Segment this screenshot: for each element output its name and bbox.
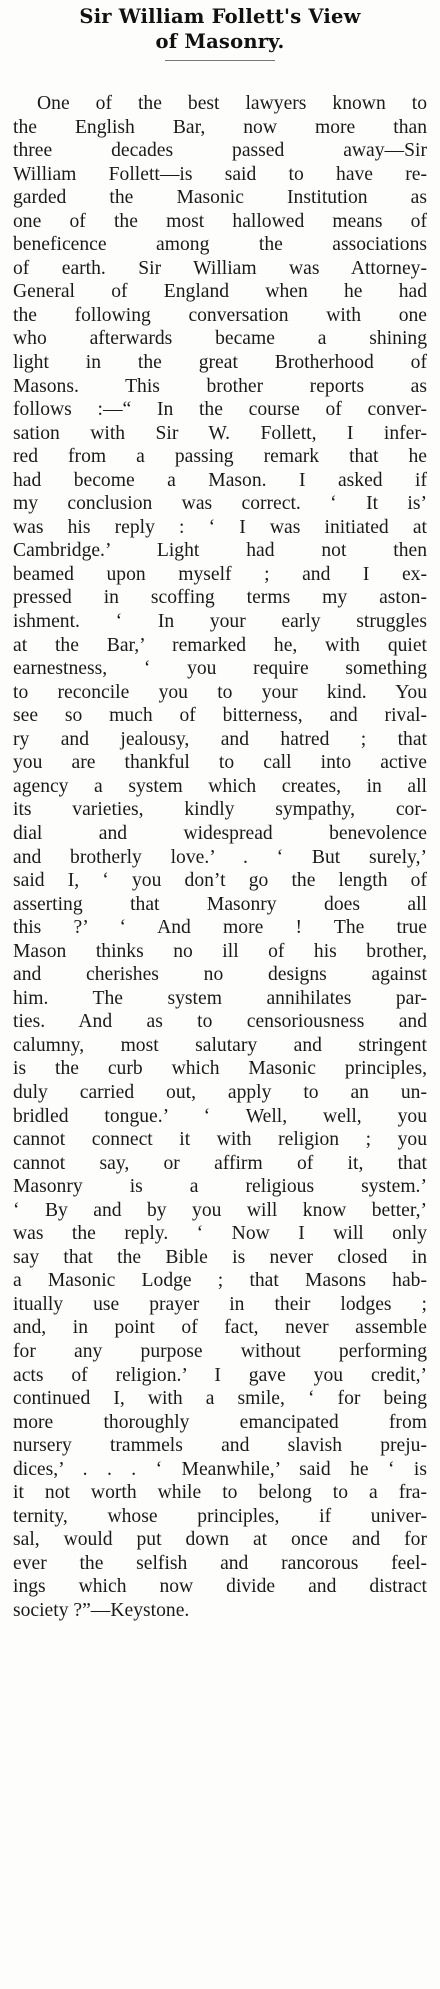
article-line: ry and jealousy, and hatred ; that xyxy=(13,728,427,750)
article-line: ternity, whose principles, if univer- xyxy=(13,1505,427,1527)
article-line: ishment. ‘ In your early struggles xyxy=(13,611,427,633)
article-line: for any purpose without performing xyxy=(13,1340,427,1362)
article-line: continued I, with a smile, ‘ for being xyxy=(13,1388,427,1410)
article-line: more thoroughly emancipated from xyxy=(13,1411,427,1433)
article-line: Masonry is a religious system.’ xyxy=(13,1176,427,1198)
article-line: was his reply : ‘ I was initiated at xyxy=(13,516,427,538)
article-line: ever the selfish and rancorous feel- xyxy=(13,1552,427,1574)
article-line: sation with Sir W. Follett, I infer- xyxy=(13,422,427,444)
article-line: its varieties, kindly sympathy, cor- xyxy=(13,799,427,821)
article-line: earnestness, ‘ you require something xyxy=(13,658,427,680)
article-line: cannot connect it with religion ; you xyxy=(13,1129,427,1151)
article-line: was the reply. ‘ Now I will only xyxy=(13,1223,427,1245)
article-line: him. The system annihilates par- xyxy=(13,987,427,1009)
article-line: nursery trammels and slavish preju- xyxy=(13,1435,427,1457)
article-line: ‘ By and by you will know better,’ xyxy=(13,1199,427,1221)
article-line: to reconcile you to your kind. You xyxy=(13,681,427,703)
article-line: acts of religion.’ I gave you credit,’ xyxy=(13,1364,427,1386)
article-line: duly carried out, apply to an un- xyxy=(13,1081,427,1103)
article-line: beamed upon myself ; and I ex- xyxy=(13,563,427,585)
article-line: asserting that Masonry does all xyxy=(13,893,427,915)
article-line: follows :—“ In the course of conver- xyxy=(13,399,427,421)
headline-divider xyxy=(165,60,275,61)
article-line: garded the Masonic Institution as xyxy=(13,187,427,209)
article-line: calumny, most salutary and stringent xyxy=(13,1034,427,1056)
article-line: agency a system which creates, in all xyxy=(13,775,427,797)
article-line: it not worth while to belong to a fra- xyxy=(13,1482,427,1504)
article-line: sal, would put down at once and for xyxy=(13,1529,427,1551)
article-line: William Follett—is said to have re- xyxy=(13,163,427,185)
article-line: light in the great Brotherhood of xyxy=(13,352,427,374)
article-line: Masons. This brother reports as xyxy=(13,375,427,397)
article-line: at the Bar,’ remarked he, with quiet xyxy=(13,634,427,656)
article-line: society ?”—Keystone. xyxy=(13,1600,190,1621)
article-line: and brotherly love.’ . ‘ But surely,’ xyxy=(13,846,427,868)
article-line: see so much of bitterness, and rival- xyxy=(13,705,427,727)
article-line: a Masonic Lodge ; that Masons hab- xyxy=(13,1270,427,1292)
article-line: One of the best lawyers known to xyxy=(37,93,427,114)
headline-line-1: Sir William Follett's View xyxy=(79,5,361,28)
headline-line-2: of Masonry. xyxy=(155,30,285,53)
article-line: is the curb which Masonic principles, xyxy=(13,1058,427,1080)
article-line: and cherishes no designs against xyxy=(13,964,427,986)
article-line: pressed in scoffing terms my aston- xyxy=(13,587,427,609)
article-line: my conclusion was correct. ‘ It is’ xyxy=(13,493,427,515)
article-line: Mason thinks no ill of his brother, xyxy=(13,940,427,962)
article-line: said I, ‘ you don’t go the length of xyxy=(13,870,427,892)
article-line: one of the most hallowed means of xyxy=(13,210,427,232)
article-line: dial and widespread benevolence xyxy=(13,822,427,844)
article-line: you are thankful to call into active xyxy=(13,752,427,774)
article-line: red from a passing remark that he xyxy=(13,446,427,468)
article-line: General of England when he had xyxy=(13,281,427,303)
article-line: beneficence among the associations xyxy=(13,234,427,256)
article-line: the following conversation with one xyxy=(13,304,427,326)
article-body xyxy=(13,92,427,1623)
article-line: say that the Bible is never closed in xyxy=(13,1246,427,1268)
article-line: and, in point of fact, never assemble xyxy=(13,1317,427,1339)
article-line: itually use prayer in their lodges ; xyxy=(13,1293,427,1315)
article-line: this ?’ ‘ And more ! The true xyxy=(13,917,427,939)
article-line: ings which now divide and distract xyxy=(13,1576,427,1598)
article-line: dices,’ . . . ‘ Meanwhile,’ said he ‘ is xyxy=(13,1458,427,1480)
article-line: ties. And as to censoriousness and xyxy=(13,1011,427,1033)
article-line: cannot say, or affirm of it, that xyxy=(13,1152,427,1174)
article-line: three decades passed away—Sir xyxy=(13,140,427,162)
article-headline xyxy=(0,0,440,54)
article-line: the English Bar, now more than xyxy=(13,116,427,138)
article-line: bridled tongue.’ ‘ Well, well, you xyxy=(13,1105,427,1127)
article-line: had become a Mason. I asked if xyxy=(13,469,427,491)
article-line: Cambridge.’ Light had not then xyxy=(13,540,427,562)
article-line: who afterwards became a shining xyxy=(13,328,427,350)
article-line: of earth. Sir William was Attorney- xyxy=(13,257,427,279)
